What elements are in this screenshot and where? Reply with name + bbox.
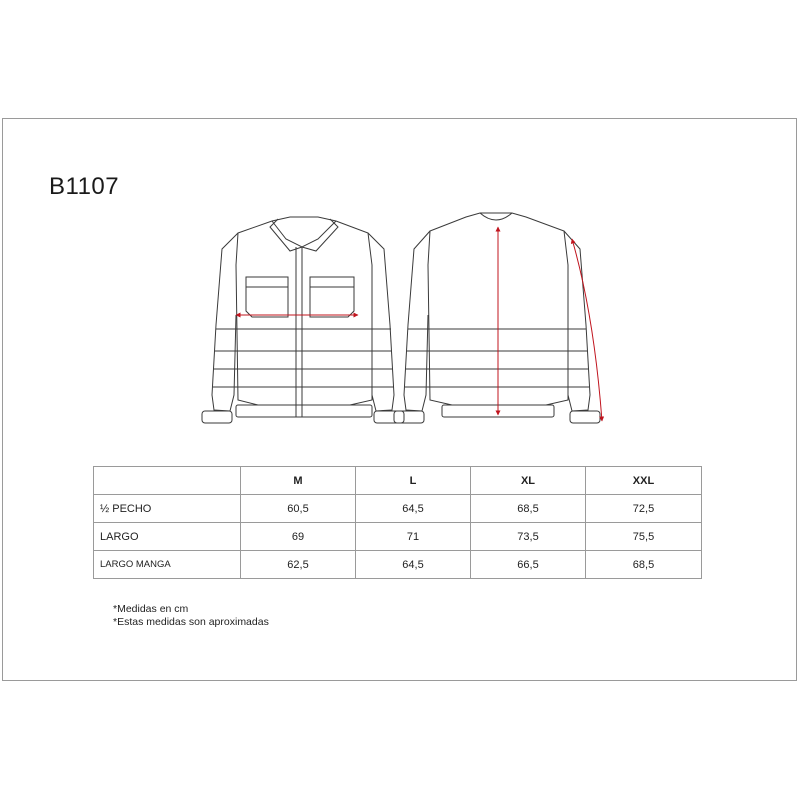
- sleeve-measure-arrow: [572, 239, 602, 421]
- cell-value: 64,5: [356, 551, 471, 579]
- table-row: [94, 495, 702, 523]
- cell-value: 75,5: [586, 523, 702, 551]
- note-units: *Medidas en cm: [113, 603, 189, 615]
- cell-value: 68,5: [471, 495, 586, 523]
- header-size-l: L: [356, 467, 471, 495]
- cell-value: 72,5: [586, 495, 702, 523]
- jacket-front-view: [202, 217, 404, 423]
- header-size-xxl: XXL: [586, 467, 702, 495]
- row-label: ½ PECHO: [94, 495, 241, 523]
- jacket-technical-drawings: [190, 205, 630, 435]
- jacket-back-view: [394, 213, 600, 423]
- size-table: [93, 466, 702, 579]
- cell-value: 62,5: [241, 551, 356, 579]
- cell-value: 66,5: [471, 551, 586, 579]
- cell-value: 73,5: [471, 523, 586, 551]
- header-label-cell: [94, 467, 241, 495]
- row-label: LARGO MANGA: [94, 551, 241, 579]
- cell-value: 69: [241, 523, 356, 551]
- row-label: LARGO: [94, 523, 241, 551]
- notes: [113, 603, 269, 629]
- header-size-xl: XL: [471, 467, 586, 495]
- note-approximate: *Estas medidas son aproximadas: [113, 616, 269, 628]
- header-size-m: M: [241, 467, 356, 495]
- cell-value: 71: [356, 523, 471, 551]
- cell-value: 68,5: [586, 551, 702, 579]
- size-table-header-row: [94, 467, 702, 495]
- cell-value: 60,5: [241, 495, 356, 523]
- product-code: B1107: [49, 173, 120, 200]
- table-row: [94, 551, 702, 579]
- table-row: [94, 523, 702, 551]
- cell-value: 64,5: [356, 495, 471, 523]
